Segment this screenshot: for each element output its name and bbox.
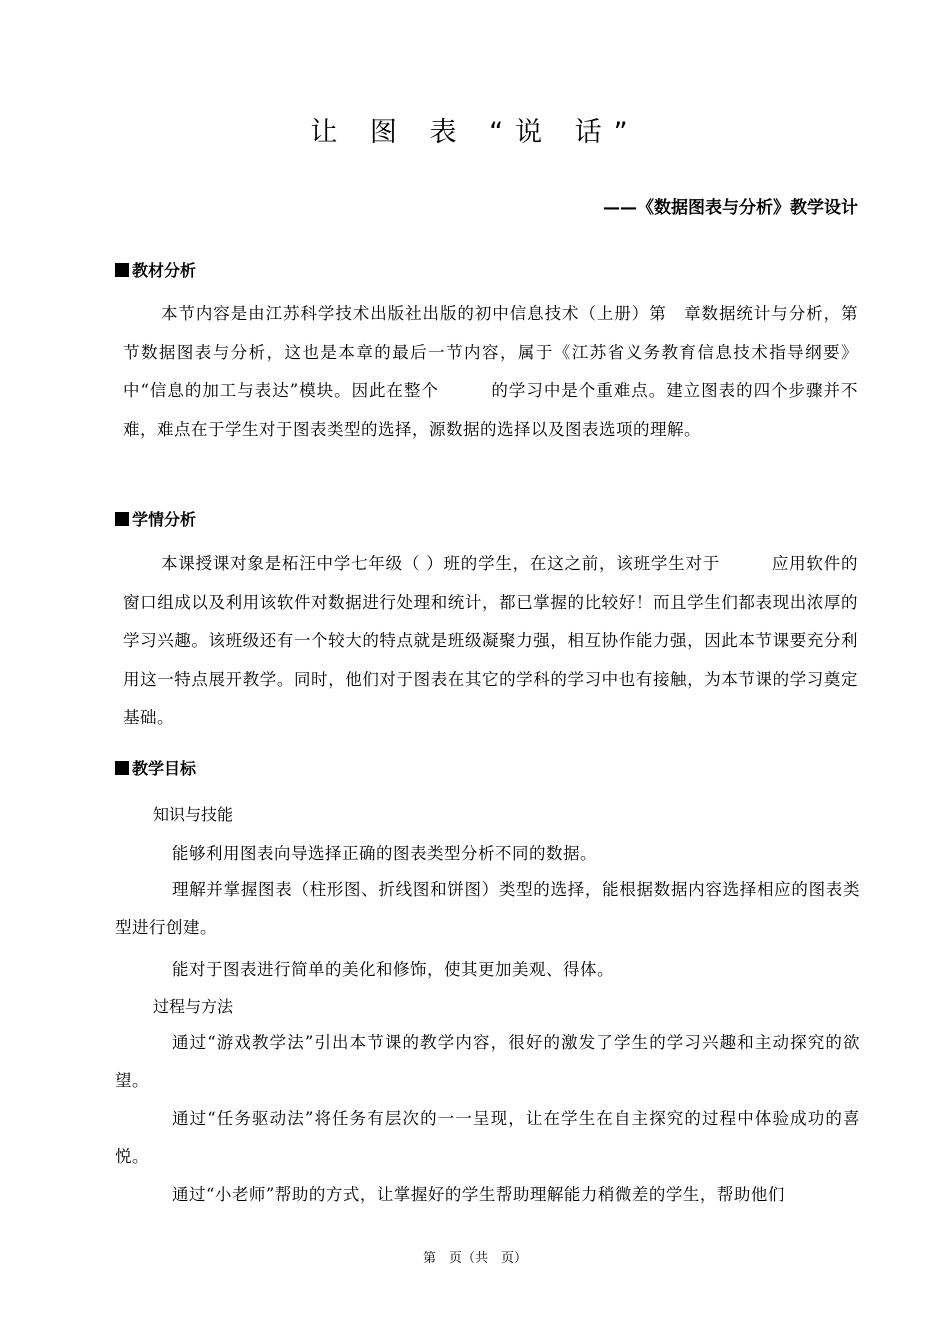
document-subtitle: ——《数据图表与分析》教学设计 [603, 198, 858, 218]
page-footer: 第 页（共 页） [422, 1251, 527, 1266]
section-heading-label: 学情分析 [132, 510, 197, 529]
section-heading-label: 教材分析 [132, 261, 197, 280]
section-heading-goals [115, 756, 196, 779]
section-heading-students [115, 507, 196, 530]
knowledge-skills-title: 知识与技能 [153, 805, 234, 824]
materials-paragraph: 本节内容是由江苏科学技术出版社出版的初中信息技术（上册）第 章数据统计与分析，第 节数据图表与分析，这也是本章的最后一节内容，属于《江苏省义务教育信息技术指导纲要》中“信息的加工与表达”模块。因此在整个 的学习中是个重难点。建立图表的四个步骤并不难，难点在于学生对于图表类型的选择，源数据的选择以及图表选项的理解。 [123, 304, 875, 439]
knowledge-item-3: 能对于图表进行简单的美化和修饰，使其更加美观、得体。 [172, 960, 614, 979]
square-bullet-icon [115, 761, 129, 775]
process-methods-title: 过程与方法 [153, 997, 234, 1016]
knowledge-item-1: 能够利用图表向导选择正确的图表类型分析不同的数据。 [172, 844, 597, 863]
document-title: 让 图 表 “说 话” [310, 117, 640, 148]
square-bullet-icon [115, 512, 129, 526]
section-heading-label: 教学目标 [132, 759, 197, 778]
knowledge-item-2: 理解并掌握图表（柱形图、折线图和饼图）类型的选择，能根据数据内容选择相应的图表类型进行创建。 [115, 880, 860, 937]
process-item-2: 通过“任务驱动法”将任务有层次的一一呈现，让在学生在自主探究的过程中体验成功的喜悦。 [115, 1109, 860, 1166]
section-heading-materials [115, 258, 196, 281]
square-bullet-icon [115, 263, 129, 277]
process-item-3: 通过“小老师”帮助的方式，让掌握好的学生帮助理解能力稍微差的学生，帮助他们 [172, 1185, 785, 1204]
students-paragraph: 本课授课对象是柘汪中学七年级（ ）班的学生，在这之前，该班学生对于 应用软件的窗口组成以及利用该软件对数据进行处理和统计，都已掌握的比较好！而且学生们都表现出浓厚的学习兴趣。该班级还有一个较大的特点就是班级凝聚力强，相互协作能力强，因此本节课要充分利用这一特点展开教学。同时，他们对于图表在其它的学科的学习中也有接触，为本节课的学习奠定基础。 [123, 554, 858, 727]
process-item-1: 通过“游戏教学法”引出本节课的教学内容，很好的激发了学生的学习兴趣和主动探究的欲望。 [115, 1033, 860, 1090]
